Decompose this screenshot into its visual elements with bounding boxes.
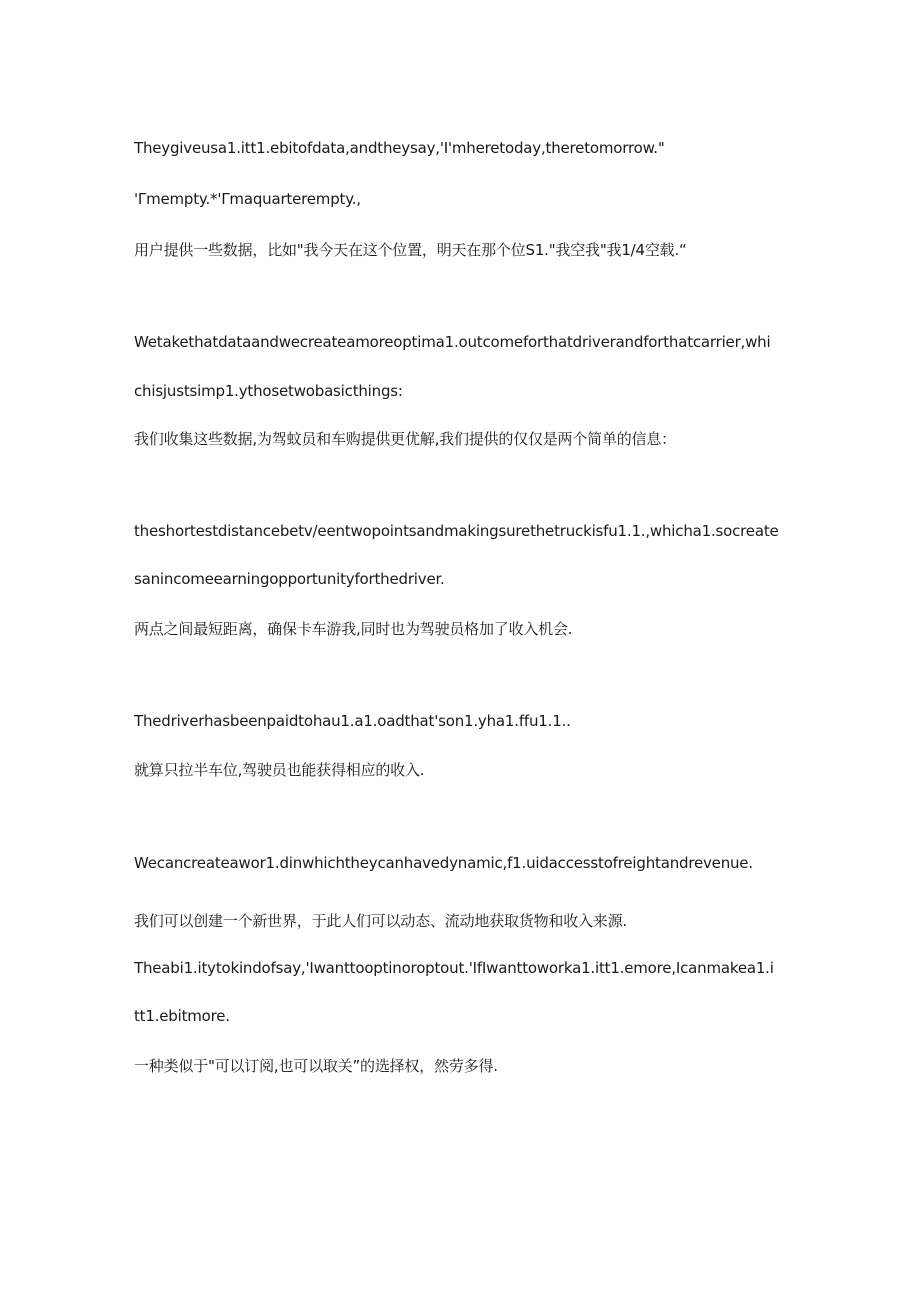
- text-line: Wecancreateawor1.dinwhichtheycanhavedynamic,f1.uidaccesstofreightandrevenue.: [134, 854, 753, 872]
- text-line: chisjustsimp1.ythosetwobasicthings:: [134, 382, 403, 400]
- text-line: Theygiveusa1.itt1.ebitofdata,andtheysay,'I'mheretoday,theretomorrow.": [134, 139, 665, 157]
- text-line: tt1.ebitmore.: [134, 1007, 230, 1025]
- text-line: 一种类似于"可以订阅,也可以取关”的选择权，然劳多得.: [134, 1057, 498, 1075]
- text-line: sanincomeearningopportunityforthedriver.: [134, 570, 445, 588]
- text-line: 就算只拉半车位,驾驶员也能获得相应的收入.: [134, 761, 425, 779]
- text-line: 'Γmempty.*'Γmaquarterempty.,: [134, 190, 361, 208]
- text-line: 我们收集这些数据,为驾蚊员和车购提供更优解,我们提供的仅仅是两个简单的信息：: [134, 430, 676, 448]
- text-line: 用户提供一些数据，比如"我今天在这个位置，明天在那个位S1."我空我"我1/4空载.“: [134, 241, 687, 259]
- text-line: Thedriverhasbeenpaidtohau1.a1.oadthat'son1.yha1.ffu1.1..: [134, 712, 571, 730]
- text-line: Theabi1.itytokindofsay,'Iwanttooptinoroptout.'IfIwanttoworka1.itt1.emore,Icanmakea1.i: [134, 959, 774, 977]
- text-line: theshortestdistancebetv/eentwopointsandmakingsurethetruckisfu1.1.,whicha1.socreate: [134, 522, 779, 540]
- text-line: Wetakethatdataandwecreateamoreoptima1.outcomeforthatdriverandforthatcarrier,whi: [134, 333, 771, 351]
- text-line: 我们可以创建一个新世界，于此人们可以动态、流动地获取货物和收入来源.: [134, 912, 627, 930]
- text-line: 两点之间最短距离，确保卡车游我,同时也为驾驶员格加了收入机会.: [134, 620, 573, 638]
